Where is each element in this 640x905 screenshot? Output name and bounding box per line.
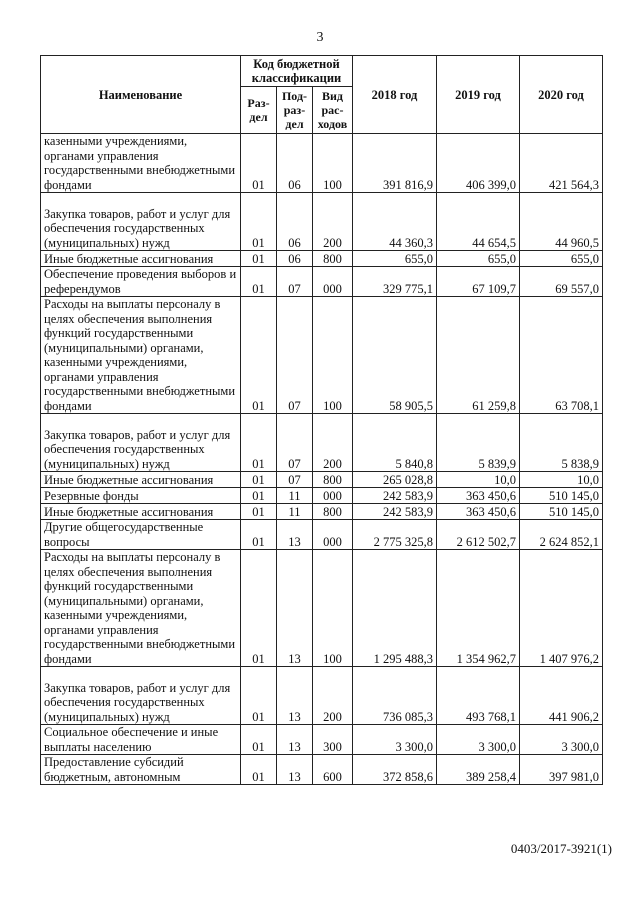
row-value-2020: 10,0: [520, 472, 603, 488]
row-razdel: 01: [241, 488, 277, 504]
row-podrazdel: 06: [277, 251, 313, 267]
table-row: [41, 488, 603, 504]
row-vid: 100: [313, 550, 353, 667]
page-number: 3: [316, 30, 324, 45]
row-razdel: 01: [241, 667, 277, 725]
row-value-2019: 389 258,4: [437, 755, 520, 785]
row-vid: 000: [313, 488, 353, 504]
row-value-2018: 44 360,3: [353, 193, 437, 251]
header-2019: 2019 год: [437, 56, 520, 134]
row-value-2019: 655,0: [437, 251, 520, 267]
row-vid: 200: [313, 414, 353, 472]
row-name: Другие общегосударственные вопросы: [41, 520, 241, 550]
row-vid: 600: [313, 755, 353, 785]
row-value-2018: 1 295 488,3: [353, 550, 437, 667]
row-value-2019: 67 109,7: [437, 267, 520, 297]
row-value-2020: 1 407 976,2: [520, 550, 603, 667]
row-value-2018: 391 816,9: [353, 134, 437, 193]
row-razdel: 01: [241, 472, 277, 488]
row-value-2018: 329 775,1: [353, 267, 437, 297]
row-podrazdel: 13: [277, 725, 313, 755]
row-name: Обеспечение проведения выборов и референдумов: [41, 267, 241, 297]
row-razdel: 01: [241, 267, 277, 297]
row-value-2018: 265 028,8: [353, 472, 437, 488]
header-2018: 2018 год: [353, 56, 437, 134]
row-value-2019: 363 450,6: [437, 488, 520, 504]
row-name: Социальное обеспечение и иные выплаты населению: [41, 725, 241, 755]
row-name: Закупка товаров, работ и услуг для обеспечения государственных (муниципальных) нужд: [41, 667, 241, 725]
row-podrazdel: 07: [277, 297, 313, 414]
row-vid: 100: [313, 134, 353, 193]
row-vid: 000: [313, 520, 353, 550]
row-name: казенными учреждениями, органами управления государственными внебюджетными фондами: [41, 134, 241, 193]
row-value-2020: 441 906,2: [520, 667, 603, 725]
table-row: [41, 193, 603, 251]
row-razdel: 01: [241, 725, 277, 755]
row-vid: 200: [313, 667, 353, 725]
row-value-2018: 736 085,3: [353, 667, 437, 725]
row-podrazdel: 11: [277, 488, 313, 504]
table-row: [41, 725, 603, 755]
row-value-2020: 5 838,9: [520, 414, 603, 472]
header-podrazdel: Под-раз-дел: [277, 87, 313, 134]
row-podrazdel: 07: [277, 414, 313, 472]
row-value-2019: 363 450,6: [437, 504, 520, 520]
row-name: Предоставление субсидий бюджетным, автономным: [41, 755, 241, 785]
row-vid: 100: [313, 297, 353, 414]
row-name: Расходы на выплаты персоналу в целях обеспечения выполнения функций государственными (муниципальными) органами, казенными учреждениями, органами управления государственными внебюджетными фондами: [41, 550, 241, 667]
row-vid: 200: [313, 193, 353, 251]
row-razdel: 01: [241, 414, 277, 472]
row-value-2018: 655,0: [353, 251, 437, 267]
row-value-2019: 1 354 962,7: [437, 550, 520, 667]
row-razdel: 01: [241, 297, 277, 414]
table-row: [41, 414, 603, 472]
table-row: [41, 755, 603, 785]
row-razdel: 01: [241, 251, 277, 267]
row-podrazdel: 13: [277, 550, 313, 667]
row-podrazdel: 06: [277, 193, 313, 251]
row-value-2018: 242 583,9: [353, 504, 437, 520]
table-row: [41, 251, 603, 267]
row-name: Иные бюджетные ассигнования: [41, 251, 241, 267]
row-value-2019: 61 259,8: [437, 297, 520, 414]
row-podrazdel: 11: [277, 504, 313, 520]
row-value-2019: 5 839,9: [437, 414, 520, 472]
table-row: [41, 267, 603, 297]
row-value-2019: 10,0: [437, 472, 520, 488]
row-vid: 000: [313, 267, 353, 297]
row-vid: 800: [313, 472, 353, 488]
header-razdel: Раз-дел: [241, 87, 277, 134]
row-podrazdel: 13: [277, 520, 313, 550]
row-name: Резервные фонды: [41, 488, 241, 504]
row-name: Расходы на выплаты персоналу в целях обеспечения выполнения функций государственными (муниципальными) органами, казенными учреждениями, органами управления государственными внебюджетными фондами: [41, 297, 241, 414]
header-vid: Вид рас-ходов: [313, 87, 353, 134]
table-body: [41, 134, 603, 785]
document-code: 0403/2017-3921(1): [510, 841, 612, 856]
header-2020: 2020 год: [520, 56, 603, 134]
row-value-2019: 2 612 502,7: [437, 520, 520, 550]
row-value-2020: 3 300,0: [520, 725, 603, 755]
row-value-2020: 510 145,0: [520, 504, 603, 520]
row-value-2018: 3 300,0: [353, 725, 437, 755]
row-podrazdel: 13: [277, 667, 313, 725]
row-value-2018: 372 858,6: [353, 755, 437, 785]
row-value-2020: 2 624 852,1: [520, 520, 603, 550]
row-value-2020: 44 960,5: [520, 193, 603, 251]
header-name: Наименование: [41, 56, 241, 134]
row-razdel: 01: [241, 550, 277, 667]
row-name: Закупка товаров, работ и услуг для обеспечения государственных (муниципальных) нужд: [41, 193, 241, 251]
row-razdel: 01: [241, 193, 277, 251]
row-value-2018: 242 583,9: [353, 488, 437, 504]
row-name: Иные бюджетные ассигнования: [41, 504, 241, 520]
table-row: [41, 134, 603, 193]
row-podrazdel: 06: [277, 134, 313, 193]
row-value-2018: 5 840,8: [353, 414, 437, 472]
row-name: Закупка товаров, работ и услуг для обеспечения государственных (муниципальных) нужд: [41, 414, 241, 472]
row-vid: 800: [313, 251, 353, 267]
table-row: [41, 550, 603, 667]
row-razdel: 01: [241, 504, 277, 520]
row-value-2019: 406 399,0: [437, 134, 520, 193]
table-row: [41, 504, 603, 520]
header-code-group: Код бюджетной классификации: [241, 56, 353, 87]
row-podrazdel: 07: [277, 472, 313, 488]
row-value-2019: 3 300,0: [437, 725, 520, 755]
row-value-2020: 63 708,1: [520, 297, 603, 414]
row-razdel: 01: [241, 134, 277, 193]
row-vid: 300: [313, 725, 353, 755]
row-name: Иные бюджетные ассигнования: [41, 472, 241, 488]
table-row: [41, 297, 603, 414]
table-row: [41, 667, 603, 725]
row-value-2018: 58 905,5: [353, 297, 437, 414]
table-row: [41, 520, 603, 550]
row-value-2020: 655,0: [520, 251, 603, 267]
row-value-2019: 44 654,5: [437, 193, 520, 251]
row-value-2020: 69 557,0: [520, 267, 603, 297]
row-podrazdel: 07: [277, 267, 313, 297]
row-razdel: 01: [241, 520, 277, 550]
row-value-2018: 2 775 325,8: [353, 520, 437, 550]
row-value-2019: 493 768,1: [437, 667, 520, 725]
row-podrazdel: 13: [277, 755, 313, 785]
row-value-2020: 397 981,0: [520, 755, 603, 785]
row-razdel: 01: [241, 755, 277, 785]
budget-table: [40, 55, 603, 785]
table-row: [41, 472, 603, 488]
row-value-2020: 421 564,3: [520, 134, 603, 193]
row-value-2020: 510 145,0: [520, 488, 603, 504]
row-vid: 800: [313, 504, 353, 520]
